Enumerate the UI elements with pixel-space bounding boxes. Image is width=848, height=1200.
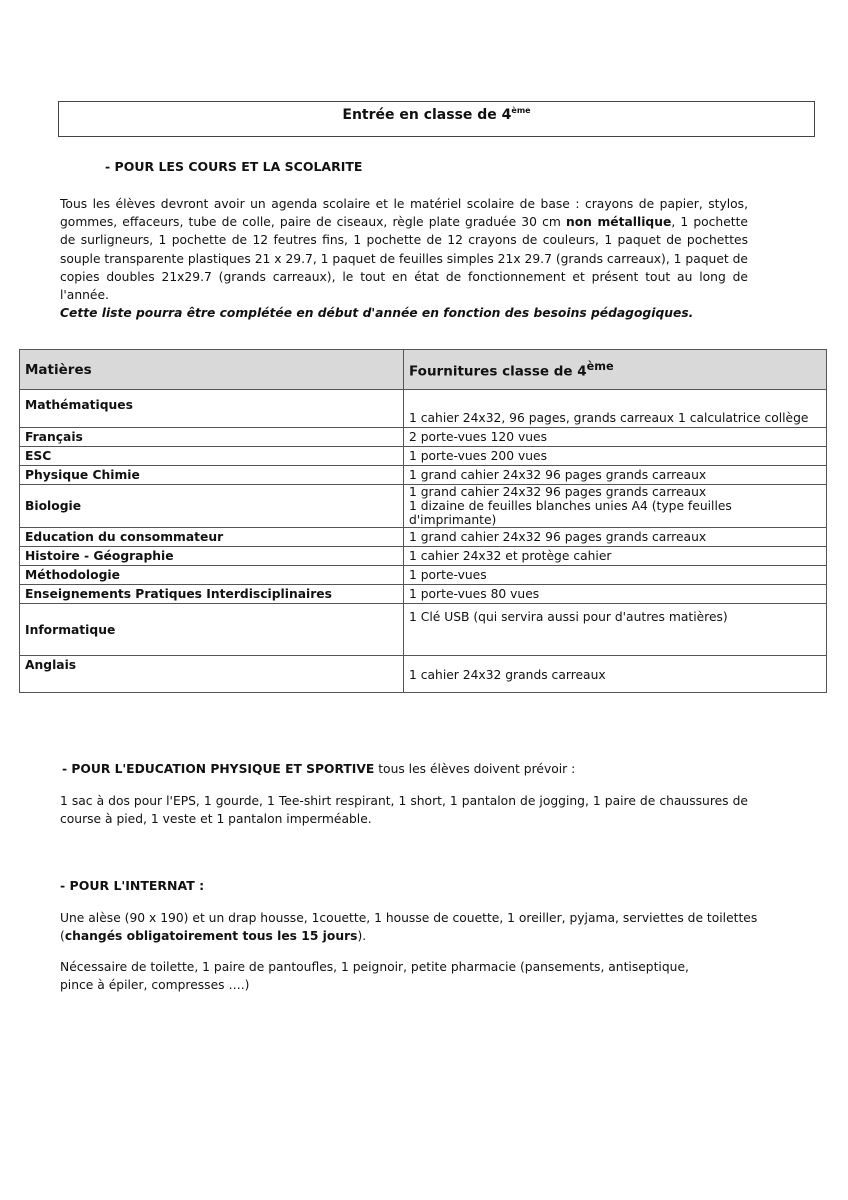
section-eps-heading: - POUR L'EDUCATION PHYSIQUE ET SPORTIVE	[62, 762, 375, 776]
scolarite-line-2	[60, 213, 748, 231]
internat-changes-note: changés obligatoirement tous les 15 jours	[64, 929, 358, 944]
section-eps-text	[60, 792, 748, 828]
table-header-fournitures-sup: ème	[586, 359, 614, 373]
table-row	[20, 566, 827, 585]
page-title-text: Entrée en classe de 4	[342, 107, 512, 123]
subject-cell: Français	[20, 428, 404, 447]
internat-line-2-open: (	[60, 929, 65, 944]
subject-cell: Méthodologie	[20, 566, 404, 585]
subject-cell: Enseignements Pratiques Interdisciplinaires	[20, 585, 404, 604]
table-row	[20, 485, 827, 528]
table-row	[20, 585, 827, 604]
items-cell: 1 grand cahier 24x32 96 pages grands carreaux	[404, 528, 827, 547]
page-title	[59, 106, 814, 123]
eps-line-1: 1 sac à dos pour l'EPS, 1 gourde, 1 Tee-shirt respirant, 1 short, 1 pantalon de jogging, 1 paire de chaussures de	[60, 794, 748, 808]
subject-cell: ESC	[20, 447, 404, 466]
internat-line-2-close: ).	[357, 929, 367, 944]
table-header-fournitures-text: Fournitures classe de 4	[409, 363, 587, 380]
table-row	[20, 604, 827, 656]
table-row	[20, 656, 827, 693]
items-cell: 1 porte-vues 80 vues	[404, 585, 827, 604]
table-row	[20, 390, 827, 428]
items-cell: 2 porte-vues 120 vues	[404, 428, 827, 447]
section-internat-toilette	[60, 958, 760, 994]
section-scolarite-text	[60, 195, 748, 322]
subject-cell: Histoire - Géographie	[20, 547, 404, 566]
table-row	[20, 528, 827, 547]
internat-line-3: Nécessaire de toilette, 1 paire de pantoufles, 1 peignoir, petite pharmacie (pansements, antiseptique,	[60, 960, 689, 974]
scolarite-non-metallique: non métallique	[565, 215, 672, 230]
subject-cell: Education du consommateur	[20, 528, 404, 547]
eps-line-2: course à pied, 1 veste et 1 pantalon imperméable.	[60, 812, 372, 827]
table-row	[20, 447, 827, 466]
items-cell: 1 grand cahier 24x32 96 pages grands carreaux	[404, 466, 827, 485]
table-header-matieres: Matières	[20, 350, 404, 390]
items-cell: 1 cahier 24x32 et protège cahier	[404, 547, 827, 566]
page-title-sup: ème	[511, 106, 531, 115]
scolarite-note: Cette liste pourra être complétée en début d'année en fonction des besoins pédagogiques.	[60, 306, 694, 321]
title-box	[58, 101, 815, 137]
section-internat-text	[60, 909, 760, 945]
scolarite-line-2a: gommes, effaceurs, tube de colle, paire de ciseaux, règle plate graduée 30 cm	[60, 215, 566, 230]
section-scolarite-heading: - POUR LES COURS ET LA SCOLARITE	[105, 159, 363, 174]
table-row	[20, 428, 827, 447]
items-cell: 1 cahier 24x32 grands carreaux	[404, 656, 827, 693]
section-eps-heading-line	[60, 760, 760, 778]
items-cell: 1 cahier 24x32, 96 pages, grands carreaux 1 calculatrice collège	[404, 390, 827, 428]
items-cell	[404, 485, 827, 528]
subject-cell: Physique Chimie	[20, 466, 404, 485]
scolarite-line-1: Tous les élèves devront avoir un agenda scolaire et le matériel scolaire de base : crayons de papier, stylos,	[60, 197, 748, 211]
table-header-row	[20, 350, 827, 390]
table-row	[20, 547, 827, 566]
supplies-table	[19, 349, 827, 693]
items-cell: 1 porte-vues	[404, 566, 827, 585]
internat-line-1: Une alèse (90 x 190) et un drap housse, 1couette, 1 housse de couette, 1 oreiller, pyjama, serviettes de toilettes	[60, 911, 758, 925]
items-line-1: 1 grand cahier 24x32 96 pages grands carreaux	[409, 485, 707, 499]
subject-cell: Biologie	[20, 485, 404, 528]
scolarite-line-2c: , 1 pochette	[671, 215, 749, 230]
items-line-2: 1 dizaine de feuilles blanches unies A4 (type feuilles d'imprimante)	[409, 499, 732, 527]
section-internat-heading: - POUR L'INTERNAT :	[60, 878, 205, 893]
table-row	[20, 466, 827, 485]
scolarite-line-4: souple transparente plastiques 21 x 29.7, 1 paquet de feuilles simples 21x 29.7 (grands carreaux), 1 paquet de	[60, 251, 748, 266]
internat-line-4: pince à épiler, compresses ….)	[60, 978, 250, 993]
section-eps-heading-tail: tous les élèves doivent prévoir :	[374, 762, 576, 776]
items-cell: 1 Clé USB (qui servira aussi pour d'autres matières)	[404, 604, 827, 656]
scolarite-line-3: de surligneurs, 1 pochette de 12 feutres fins, 1 pochette de 12 crayons de couleurs, 1 paquet de pochettes	[60, 233, 748, 248]
items-cell: 1 porte-vues 200 vues	[404, 447, 827, 466]
scolarite-line-5: copies doubles 21x29.7 (grands carreaux), le tout en état de fonctionnement et présent tout au long de l'année.	[60, 269, 748, 303]
subject-cell: Anglais	[20, 656, 404, 693]
subject-cell: Mathématiques	[20, 390, 404, 428]
table-header-fournitures	[404, 350, 827, 390]
subject-cell: Informatique	[20, 604, 404, 656]
internat-line-2	[60, 927, 760, 945]
